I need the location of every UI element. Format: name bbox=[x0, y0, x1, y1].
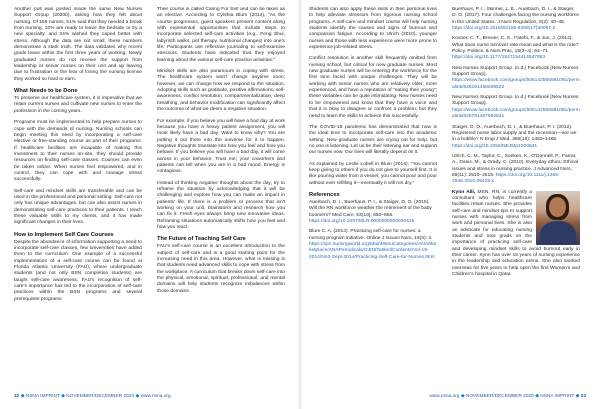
paragraph: FAU's self-care course is an excellent introduction to the subject of self-care and is a good starting point for the increasing need in this area. However, what is missing is that students need advanced skills to cope with stress from the workplace. A curriculum that breaks down self-care into the physical, emotional, spiritual, professional, and mental domains will help students recognize imbalances within those domains. bbox=[157, 244, 285, 294]
article-column-3 bbox=[309, 7, 437, 385]
author-name: Kynn Alli, bbox=[452, 189, 476, 195]
reference-entry bbox=[452, 36, 580, 61]
issue-date: NOVEMBER/DECEMBER 2020 bbox=[465, 394, 534, 399]
reference-link[interactable]: https://ojin.nursingworld.org/MainMenuCategories/ANAMarketplace/ANAPeriodicals/OJIN/TableofContents/Vol-19-2014/No3-Sept-2014/Practicing-Self-Care-for-Nurses.html bbox=[309, 242, 437, 260]
paragraph: Their course is called Caring For Self and can be taken as an elective. According to Cynthia Blum (2014), "As the course progresses, guest speakers present content along with experiential opportunities that include steps to incorporate selected self-care activities (e.g., Feng Shui, labyrinth walks, pet therapy, nutritional changes) into one's life. Participants use reflective journaling to self-examine stressors. Students have indicated that they enjoyed learning about the various self-care practice activities." bbox=[157, 7, 285, 63]
separator-icon: ◆ bbox=[460, 394, 465, 399]
paragraph: As explained by Leslie Lobell in Blum (2014), "You cannot keep giving to others if you do not give to yourself first. It is like pouring water from a vessel; you cannot pour and pour without ever refilling it—eventually it will run dry." bbox=[309, 161, 437, 186]
reference-entry bbox=[309, 229, 437, 261]
publication-name: NSNA IMPRINT bbox=[25, 394, 60, 399]
page-number-left: 32 bbox=[14, 394, 20, 399]
paragraph: To preserve our healthcare system, it is imperative that we retain current nurses and cultivate new nurses to enter the profession in the coming years. bbox=[14, 96, 142, 114]
reference-link[interactable]: https://doi.org/10.1016/S2155-8256(17)30097-2 bbox=[452, 26, 556, 32]
article-column-2 bbox=[157, 7, 285, 385]
reference-entry bbox=[452, 66, 580, 91]
reference-entry bbox=[309, 200, 437, 225]
page-footer bbox=[0, 392, 600, 402]
paragraph: Conflict resolution is another skill frequently omitted from nursing school, but critical for new graduate nurses. Most new graduate nurses will be entering the workforce for the first time faced with unique challenges. They will be working with senior nurses who are relatively older, more experienced, and have a reputation of "eating their young"; these variables can be quite intimidating. New nurses need to be empowered and know that they have a voice and that it is okay to disagree or confront a problem, but they need to learn the skills to achieve this successfully. bbox=[309, 56, 437, 119]
author-bio bbox=[452, 190, 580, 279]
separator-icon: ◆ bbox=[135, 394, 140, 399]
reference-text: Staiger, D. O., Auerbach, D. I., & Buerhaus, P. I. (2012). Registered nurse labor supply and the recession—are we in a bubble? N Engl J Med, 366(16): 1463–1465. bbox=[452, 124, 577, 143]
author-photo bbox=[536, 191, 580, 245]
reference-text: Ulrich, C. M., Taylor, C., Soeken, K., O'Donnell, P., Farrar, A., Danis, M., & Grady, C. (2010). Everyday ethics: Ethical issues and stress in nursing practice. J Advanced Nurs, 66(11): 2510–2519. bbox=[452, 153, 579, 178]
reference-link[interactable]: https://doi.org/10.1097/MLR.0000000000000415 bbox=[309, 218, 415, 224]
section-heading: How to Implement Self Care Courses bbox=[14, 231, 114, 238]
reference-text: New Nurses Support Group. (n.d.) Facebook [New Nurses Support Group]. bbox=[452, 65, 579, 78]
reference-text: Blum C. A. (2014). Practicing self-care for nurses: a nursing program initiative. Online J Issues Nurs, 19(3): 3. bbox=[309, 229, 433, 241]
reference-entry bbox=[452, 7, 580, 32]
website-link[interactable]: www.nsna.org bbox=[140, 394, 171, 399]
author-photo-body bbox=[540, 221, 576, 245]
separator-icon: ◆ bbox=[535, 394, 539, 399]
page-number-right: 33 bbox=[580, 394, 586, 399]
author-description: MSN, RN, is currently a consultant who helps healthcare facilities retain nurses. She provides self-care and mindset tips to support nurses with managing stress from work and personal lives. She is also an advocate for educating nursing students and new grads on the importance of practicing self-care and developing mindset skills to avoid burnout early in their career. Kynn has over 15 years of nursing experience in the leadership and education arena. She also worked overseas for five years to help open the first Women's and Children's hospital in Qatar. bbox=[452, 189, 580, 278]
paragraph: For example, if you believe you will have a bad day at work because you have a heavy patient assignment, you will most likely have a bad day. Want to know why? You are putting it out there into the universe for it to happen. Negative thoughts translate into how you feel and how you behave. If you believe you will have a bad day, it will come across in your behavior. Trust me; your coworkers and patients can tell when you are in a bad mood. Energy is contagious. bbox=[157, 118, 285, 175]
section-heading: The Future of Teaching Self Care bbox=[157, 236, 246, 243]
paragraph: The COVID-19 pandemic has demonstrated that now is the ideal time to incorporate self-care into the academic setting. New graduate nurses are crying out for help, but no one is listening. Let us be their listening ear and support our nurses now. Our lives will literally depend on it. bbox=[309, 124, 437, 156]
reference-entry bbox=[452, 154, 580, 186]
paragraph: Another poll was posted inside the same New Nurses Support Group (2020b), asking how they felt about nursing. Of 159 nurses, 51% said that they needed a break from nursing, 10% are ready to leave the bedside or try a new specialty, and 24% wished they caped better with stress. Although the data are not small, these numbers demonstrate a stark truth. The data validates why recent grads leave within the first three years of working. Newly graduated nurses do not receive the support from leadership or senior nurses on their unit and up leaving due to frustration or the fear of losing the nursing license they worked so hard to earn. bbox=[14, 7, 142, 82]
publication-name: NSNA IMPRINT bbox=[540, 394, 575, 399]
website-link[interactable]: www.nsna.org bbox=[429, 394, 460, 399]
references-heading: References bbox=[309, 191, 340, 198]
separator-icon: ◆ bbox=[575, 394, 580, 399]
paragraph: Students can also apply these skills in their personal lives to help alleviate stressors from rigorous nursing school programs. A self-care and mindset course will help nursing students identify the causes and signs of burnout and compassion fatigue. According to Ulrich (2010), younger nurses and those with less experience were more prone to experience job-related stress. bbox=[309, 7, 437, 51]
reference-link[interactable]: https://doi.org/10.1177/1527154414547953 bbox=[452, 55, 546, 61]
footer-left bbox=[14, 394, 171, 399]
article-column-4 bbox=[452, 7, 580, 385]
paragraph: Despite the abundance of information supporting a need to incorporate self-care classes, few universities have added them to the curriculum. One example of a successful implementation of a self-care course can be found at Florida Atlantic University (FAU), where undergraduate students (and not only BSN completion students) are taught self-care awareness. FAU's recognition of self-care's importance has led to the incorporation of self-care practices within the BSN programs and several prerequisite programs bbox=[14, 239, 142, 302]
footer-right bbox=[429, 394, 586, 399]
reference-link[interactable]: https://doi.org/10.1056/NEJMp1200641 bbox=[452, 143, 538, 149]
reference-entry bbox=[452, 125, 580, 150]
author-photo-face bbox=[549, 197, 566, 217]
reference-text: Kovner, C. T., Brewer, C. S., Fatehi, F., & Jun, J. (2014). What does nurse turnover rate mean and what is the rate? Policy, Politics, & Nurs Prac, 15(3–4): 64–71. bbox=[452, 36, 579, 55]
page-gutter bbox=[298, 0, 302, 409]
article-column-1 bbox=[14, 7, 142, 385]
reference-entry bbox=[452, 95, 580, 120]
separator-icon: ◆ bbox=[61, 394, 65, 399]
section-heading: What Needs to be Done bbox=[14, 88, 78, 95]
paragraph: Instead of thinking negative thoughts about the day, try to reframe the situation by acknowledging that it will be challenging and explore how you can make an impact in patients' life. If there is a problem or process that isn't working on your unit, brainstorm and research how you can fix it. Fresh eyes always bring new innovative ideas. Reframing situations automatically shifts how you feel and how you react. bbox=[157, 180, 285, 230]
paragraph: Programs must be implemented to help prepare nurses to cope with the demands of nursing. Nursing schools can begin meeting this need by incorporating a self-care elective or free-standing course as part of their programs. If healthcare facilities are incapable of making this investment to their nurses on-site, they should provide resources on finding self-care classes. Courses can even be taken online. When nurses feel empowered, and in control, they can cope with and manage stress successfully. bbox=[14, 120, 142, 183]
reference-text: Auerbach, D. I., Buerhaus, P. I., & Staiger, D. O. (2015). Will the RN workforce weather the retirement of the baby boomers? Med Care, 53(10): 850–856. bbox=[309, 199, 432, 218]
reference-link[interactable]: https://www.facebook.com/groups/506142556581091/permalink/825191458009522 bbox=[452, 78, 580, 90]
reference-link[interactable]: https://www.facebook.com/groups/506142556581091/permalink/825791487952521 bbox=[452, 107, 580, 120]
paragraph: Self-care and mindset skills are transferable and can be used in the professional and personal setting. Self-care not only has unique advantages, but can also assist nurses in demonstrating self-care practices to their patients. I teach these valuable skills to my clients, and it has made significant changes in their lives. bbox=[14, 188, 142, 226]
paragraph: Mindset skills are also paramount in coping with stress. The healthcare system won't change anytime soon; however, we can change how we respond to the situation. Adopting skills such as gratitude, positive affirmations, self-awareness, conflict resolution, compartmentalization, deep breathing, and behavior modification can significantly affect the outcome of what we deem a negative situation. bbox=[157, 69, 285, 113]
issue-date: NOVEMBER/DECEMBER 2020 bbox=[66, 394, 135, 399]
reference-text: Buerhaus, P. I., Skinner, L. E., Auerbach, D. I., & Staiger, D. O. (2017). Four challenges facing the nursing workforce in the United States. J Nurs Regulation, 8(2): 40–46. bbox=[452, 7, 579, 25]
separator-icon: ◆ bbox=[20, 394, 25, 399]
reference-text: New Nurses Support Group. (n.d.) Facebook [New Nurses Support Group]. bbox=[452, 95, 579, 107]
reference-link[interactable]: https://doi.org/10.1111/j.1365-2648.2010.05425.x bbox=[452, 172, 560, 185]
